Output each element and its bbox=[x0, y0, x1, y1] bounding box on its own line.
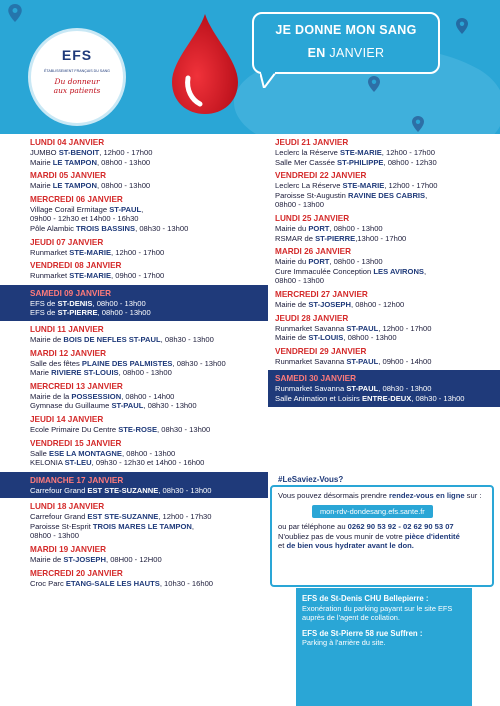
schedule-line bbox=[30, 148, 268, 158]
schedule-text: 09h00 - 12h30 et 14h00 - 16h30 bbox=[30, 214, 139, 224]
schedule-text: Mairie bbox=[30, 157, 53, 167]
schedule-location: BOIS DE NEFLES ST-PAUL bbox=[63, 334, 161, 344]
schedule-text: , 08h00 - 14h00 bbox=[121, 391, 175, 401]
schedule-line bbox=[275, 158, 500, 168]
info-id-text bbox=[278, 532, 486, 542]
schedule-line bbox=[30, 214, 268, 224]
schedule-line bbox=[30, 555, 268, 565]
schedule-entry bbox=[0, 411, 268, 435]
schedule-line bbox=[275, 257, 500, 267]
schedule-text: Leclerc La Réserve bbox=[275, 181, 343, 191]
schedule-line bbox=[30, 522, 268, 532]
schedule-text: , 08h30 - 13h00 bbox=[157, 424, 211, 434]
info-text-part: ou par téléphone au bbox=[278, 521, 348, 531]
schedule-line bbox=[30, 359, 268, 369]
schedule-day: MERCREDI 27 JANVIER bbox=[275, 289, 368, 299]
schedule-text: ,13h00 - 17h00 bbox=[355, 233, 407, 243]
schedule-location: LE TAMPON bbox=[52, 157, 97, 167]
schedule-line bbox=[30, 335, 268, 345]
schedule-text: , 12h00 - 17h00 bbox=[378, 323, 432, 333]
schedule-left-column bbox=[0, 134, 268, 588]
schedule-entry bbox=[0, 565, 268, 589]
schedule-location: ST-PAUL bbox=[111, 401, 144, 411]
schedule-text: Mairie de bbox=[30, 334, 64, 344]
banner-month-prefix: EN bbox=[307, 46, 326, 60]
schedule-line bbox=[30, 158, 268, 168]
site-info-text: Exonération du parking payant sur le site EFS auprès de l'agent de collation. bbox=[302, 603, 453, 623]
schedule-day: LUNDI 04 JANVIER bbox=[30, 138, 105, 147]
schedule-text: 08h00 - 13h00 bbox=[30, 531, 79, 541]
schedule-text: Mairie du bbox=[275, 223, 309, 233]
schedule-line bbox=[30, 181, 268, 191]
schedule-entry bbox=[0, 378, 268, 411]
schedule-entry bbox=[268, 286, 500, 310]
schedule-entry bbox=[268, 210, 500, 243]
schedule-entry bbox=[268, 134, 500, 167]
schedule-line bbox=[275, 324, 500, 334]
schedule-text: , 08h00 - 12h30 bbox=[383, 157, 437, 167]
schedule-day: SAMEDI 30 JANVIER bbox=[275, 374, 356, 384]
speech-bubble-tail bbox=[260, 72, 280, 88]
schedule-text: , 08H00 - 12H00 bbox=[105, 555, 162, 565]
schedule-text: , 08h30 - 13h00 bbox=[378, 384, 432, 394]
schedule-location: TROIS BASSINS bbox=[76, 223, 136, 233]
schedule-location: STE-MARIE bbox=[342, 181, 385, 191]
map-pin-icon bbox=[368, 76, 380, 92]
speech-bubble bbox=[252, 12, 440, 74]
schedule-line bbox=[275, 333, 500, 343]
schedule-text: , bbox=[141, 204, 144, 214]
schedule-location: TROIS MARES LE TAMPON bbox=[92, 521, 192, 531]
map-pin-icon bbox=[8, 4, 22, 22]
schedule-text: , 08h00 - 12h00 bbox=[350, 299, 405, 309]
schedule-location: ST-PIERRE bbox=[315, 233, 356, 243]
schedule-text: Runmarket Savanna bbox=[275, 384, 347, 394]
info-hydrate-text bbox=[278, 541, 486, 551]
schedule-entry bbox=[268, 243, 500, 286]
schedule-text: , bbox=[191, 521, 195, 531]
schedule-entry bbox=[0, 257, 268, 281]
logo-slogan-line1: Du donneur bbox=[54, 77, 100, 86]
schedule-day: JEUDI 07 JANVIER bbox=[30, 237, 104, 247]
schedule-day: JEUDI 21 JANVIER bbox=[275, 138, 349, 147]
logo-subtitle: ÉTABLISSEMENT FRANÇAIS DU SANG bbox=[44, 69, 110, 73]
schedule-entry bbox=[0, 134, 268, 167]
schedule-location: ST-JOSEPH bbox=[63, 555, 106, 565]
info-text-part: N'oubliez pas de vous munir de votre bbox=[278, 531, 405, 541]
schedule-location: ST-LEU bbox=[64, 458, 92, 468]
phone-numbers: 0262 90 53 92 - 02 62 90 53 07 bbox=[347, 521, 454, 531]
schedule-day: SAMEDI 09 JANVIER bbox=[30, 288, 111, 298]
schedule-text: , 08h00 - 13h00 bbox=[329, 257, 383, 267]
schedule-text: Mairie de bbox=[275, 299, 309, 309]
schedule-line bbox=[30, 224, 268, 234]
schedule-text: , 08h00 - 13h00 bbox=[96, 157, 151, 167]
schedule-text: Mairie de la bbox=[30, 391, 72, 401]
schedule-location: ETANG-SALE LES HAUTS bbox=[65, 578, 160, 588]
schedule-location: STE-MARIE bbox=[69, 271, 112, 281]
schedule-day: VENDREDI 22 JANVIER bbox=[275, 171, 367, 181]
efs-logo bbox=[28, 28, 126, 126]
schedule-line bbox=[30, 531, 268, 541]
schedule-location: ST-PAUL bbox=[346, 356, 379, 366]
schedule-day: MARDI 26 JANVIER bbox=[275, 247, 351, 257]
schedule-line bbox=[275, 200, 500, 210]
schedule-text: 08h00 - 13h00 bbox=[275, 276, 324, 286]
schedule-location: ST-BENOIT bbox=[58, 148, 100, 157]
schedule-day: LUNDI 18 JANVIER bbox=[30, 502, 105, 512]
info-text-part: et bbox=[278, 541, 287, 551]
schedule-line bbox=[30, 425, 268, 435]
schedule-day: DIMANCHE 17 JANVIER bbox=[30, 475, 124, 485]
schedule-text: , 08h00 - 13h00 bbox=[92, 298, 146, 308]
schedule-line bbox=[275, 224, 500, 234]
schedule-line bbox=[30, 299, 268, 309]
header-banner bbox=[0, 0, 500, 134]
banner-title: JE DONNE MON SANG bbox=[275, 23, 417, 37]
schedule-text: , 08h00 - 13h00 bbox=[96, 181, 151, 191]
schedule-text: , 12h00 - 17h00 bbox=[384, 181, 438, 191]
schedule-text: Mairie bbox=[30, 181, 53, 191]
schedule-text: Salle des fêtes bbox=[30, 358, 82, 368]
schedule-text: , 08h30 - 13h00 bbox=[172, 358, 226, 368]
schedule-line bbox=[275, 300, 500, 310]
schedule-line bbox=[30, 486, 268, 496]
map-pin-icon bbox=[456, 18, 468, 34]
schedule-text: Mairie de bbox=[30, 555, 64, 565]
schedule-location: PORT bbox=[308, 257, 330, 267]
schedule-location: ESE LA MONTAGNE bbox=[49, 448, 122, 458]
schedule-location: PORT bbox=[308, 223, 330, 233]
schedule-text: Runmarket Savanna bbox=[275, 356, 347, 366]
logo-slogan bbox=[31, 77, 123, 95]
schedule-entry bbox=[0, 435, 268, 468]
schedule-text: , 08h30 - 13h00 bbox=[158, 485, 212, 495]
schedule-text: Mairie de bbox=[275, 333, 309, 343]
schedule-line bbox=[275, 384, 500, 394]
schedule-location: RAVINE DES CABRIS bbox=[348, 190, 426, 200]
schedule-location: ST-PHILIPPE bbox=[337, 157, 384, 167]
schedule-entry bbox=[0, 285, 268, 321]
schedule-text: RSMAR de bbox=[275, 233, 316, 243]
schedule-entry bbox=[268, 310, 500, 343]
schedule-text: 08h00 - 13h00 bbox=[275, 200, 324, 210]
schedule-line bbox=[30, 271, 268, 281]
schedule-text: EFS de bbox=[30, 308, 58, 318]
info-box bbox=[270, 485, 494, 587]
schedule-text: , 08h00 - 13h00 bbox=[97, 308, 151, 318]
schedule-text: Carrefour Grand bbox=[30, 512, 88, 522]
info-text-part: Vous pouvez désormais prendre bbox=[278, 491, 390, 500]
site-info-text: Parking à l'arrière du site. bbox=[302, 638, 386, 648]
banner-subtitle bbox=[254, 46, 438, 60]
schedule-text: Cure Immaculée Conception bbox=[275, 266, 374, 276]
schedule-text: Carrefour Grand bbox=[30, 485, 88, 495]
schedule-text: Ecole Primaire Du Centre bbox=[30, 424, 119, 434]
schedule-entry bbox=[0, 472, 268, 499]
schedule-day: LUNDI 25 JANVIER bbox=[275, 213, 350, 223]
schedule-text: , 09h00 - 14h00 bbox=[378, 356, 432, 366]
banner-month: JANVIER bbox=[329, 46, 385, 60]
logo-slogan-line2: aux patients bbox=[53, 86, 101, 95]
schedule-text: Salle Mer Cassée bbox=[275, 157, 338, 167]
schedule-text: , 09h00 - 17h00 bbox=[111, 271, 165, 281]
logo-acronym: EFS bbox=[61, 47, 93, 63]
schedule-line bbox=[30, 401, 268, 411]
info-text-part: sur : bbox=[464, 491, 482, 500]
schedule-location: ST-DENIS bbox=[57, 298, 93, 308]
schedule-text: Pôle Alambic bbox=[30, 223, 77, 233]
schedule-line bbox=[30, 449, 268, 459]
schedule-line bbox=[30, 205, 268, 215]
schedule-entry bbox=[0, 167, 268, 191]
schedule-line bbox=[30, 458, 268, 468]
schedule-location: ST-PIERRE bbox=[57, 308, 98, 318]
schedule-location: EST STE-SUZANNE bbox=[87, 512, 159, 522]
schedule-day: VENDREDI 15 JANVIER bbox=[30, 438, 122, 448]
schedule-text: EFS de bbox=[30, 298, 58, 308]
schedule-day: VENDREDI 29 JANVIER bbox=[275, 346, 367, 356]
schedule-text: , 08h30 - 13h00 bbox=[143, 401, 197, 411]
schedule-text: , bbox=[425, 190, 428, 200]
schedule-text: , 08h30 - 13h00 bbox=[135, 223, 189, 233]
schedule-text: Salle Animation et Loisirs bbox=[275, 393, 362, 403]
schedule-text: Croc Parc bbox=[30, 578, 66, 588]
schedule-line bbox=[275, 191, 500, 201]
schedule-location: ST-PAUL bbox=[346, 384, 379, 394]
schedule-text: Runmarket Savanna bbox=[275, 323, 347, 333]
schedule-day: MARDI 19 JANVIER bbox=[30, 545, 106, 555]
schedule-entry bbox=[268, 167, 500, 210]
schedule-line bbox=[30, 579, 268, 589]
schedule-text: Village Corail Ermitage bbox=[30, 204, 110, 214]
schedule-text: , 08h00 - 13h00 bbox=[118, 368, 172, 378]
schedule-entry bbox=[268, 370, 500, 406]
schedule-location: STE-MARIE bbox=[69, 247, 112, 257]
schedule-text: KELONIA bbox=[30, 458, 65, 468]
schedule-day: MARDI 12 JANVIER bbox=[30, 348, 106, 358]
schedule-location: ST-LOUIS bbox=[308, 333, 344, 343]
schedule-line bbox=[275, 148, 500, 158]
schedule-text: Salle bbox=[30, 448, 49, 458]
schedule-location: ENTRE-DEUX bbox=[361, 393, 412, 403]
schedule-line bbox=[30, 368, 268, 378]
schedule-entry bbox=[0, 321, 268, 345]
schedule-entry bbox=[0, 345, 268, 378]
schedule-line bbox=[275, 276, 500, 286]
schedule-entry bbox=[0, 191, 268, 234]
schedule-day: VENDREDI 08 JANVIER bbox=[30, 261, 122, 271]
schedule-day: MERCREDI 20 JANVIER bbox=[30, 568, 123, 578]
schedule-text: , 12h00 - 17h00 bbox=[111, 247, 165, 257]
schedule-text: Marie bbox=[30, 368, 52, 378]
schedule-line bbox=[30, 392, 268, 402]
schedule-day: MARDI 05 JANVIER bbox=[30, 171, 106, 181]
site-info-box bbox=[296, 588, 472, 706]
schedule-day: JEUDI 14 JANVIER bbox=[30, 414, 104, 424]
schedule-entry bbox=[268, 343, 500, 367]
schedule-location: ST-PAUL bbox=[109, 204, 142, 214]
info-online-text bbox=[278, 491, 486, 501]
schedule-text: Leclerc la Réserve bbox=[275, 148, 340, 157]
schedule-location: LES AVIRONS bbox=[373, 266, 424, 276]
schedule-entry bbox=[0, 498, 268, 541]
info-text-bold: de bien vous hydrater avant le don. bbox=[286, 541, 414, 551]
site-info-title: EFS de St-Denis CHU Bellepierre : bbox=[302, 594, 429, 603]
schedule-location: ST-PAUL bbox=[346, 323, 379, 333]
schedule-entry bbox=[0, 541, 268, 565]
schedule-right-column bbox=[268, 134, 500, 407]
schedule-location: PLAINE DES PALMISTES bbox=[81, 358, 173, 368]
schedule-line bbox=[30, 248, 268, 258]
map-pin-icon bbox=[412, 116, 424, 132]
schedule-text: , 08h30 - 13h00 bbox=[160, 334, 214, 344]
schedule-line bbox=[275, 394, 500, 404]
schedule-location: POSSESSION bbox=[71, 391, 122, 401]
schedule-text: , 08h00 - 13h00 bbox=[343, 333, 397, 343]
schedule-text: Runmarket bbox=[30, 247, 70, 257]
booking-url-link[interactable]: mon-rdv-dondesang.efs.sante.fr bbox=[312, 505, 433, 518]
schedule-line bbox=[275, 181, 500, 191]
schedule-location: STE-ROSE bbox=[118, 424, 158, 434]
schedule-text: , 12h00 - 17h00 bbox=[381, 148, 435, 157]
schedule-text: , 12h00 - 17h00 bbox=[99, 148, 153, 157]
schedule-text: , 09h30 - 12h30 et 14h00 - 16h00 bbox=[91, 458, 205, 468]
schedule-day: JEUDI 28 JANVIER bbox=[275, 313, 349, 323]
schedule-text: Paroisse St-Augustin bbox=[275, 190, 349, 200]
schedule-text: , 10h30 - 16h00 bbox=[159, 578, 214, 588]
schedule-text: Paroisse St-Esprit bbox=[30, 521, 93, 531]
schedule-location: STE-MARIE bbox=[340, 148, 382, 157]
info-text-bold: pièce d'identité bbox=[404, 531, 460, 541]
schedule-text: , 12h00 - 17h30 bbox=[158, 512, 212, 522]
site-info-title: EFS de St-Pierre 58 rue Suffren : bbox=[302, 628, 423, 638]
info-phone-text bbox=[278, 522, 486, 532]
schedule-line bbox=[30, 308, 268, 318]
schedule-text: , 08h30 - 13h00 bbox=[411, 393, 465, 403]
blood-drop-icon bbox=[168, 12, 242, 116]
schedule-line bbox=[275, 267, 500, 277]
schedule-day: MERCREDI 13 JANVIER bbox=[30, 381, 123, 391]
schedule-day: LUNDI 11 JANVIER bbox=[30, 324, 104, 334]
schedule-text: Runmarket bbox=[30, 271, 70, 281]
info-title: #LeSaviez-Vous? bbox=[278, 475, 344, 484]
schedule-line bbox=[30, 512, 268, 522]
schedule-location: EST STE-SUZANNE bbox=[87, 485, 159, 495]
schedule-text: , 08h00 - 13h00 bbox=[329, 223, 383, 233]
schedule-line bbox=[275, 234, 500, 244]
schedule-location: ST-JOSEPH bbox=[308, 299, 351, 309]
schedule-entry bbox=[0, 234, 268, 258]
schedule-location: RIVIERE ST-LOUIS bbox=[51, 368, 119, 378]
schedule-day: MERCREDI 06 JANVIER bbox=[30, 194, 123, 204]
schedule-text: , bbox=[424, 266, 427, 276]
info-text-bold: rendez-vous en ligne bbox=[389, 491, 465, 500]
schedule-text: JUMBO bbox=[30, 148, 59, 157]
schedule-text: Gymnase du Guillaume bbox=[30, 401, 112, 411]
schedule-text: , 08h00 - 13h00 bbox=[122, 448, 176, 458]
schedule-location: LE TAMPON bbox=[52, 181, 97, 191]
schedule-line bbox=[275, 357, 500, 367]
schedule-text: Mairie du bbox=[275, 257, 309, 267]
